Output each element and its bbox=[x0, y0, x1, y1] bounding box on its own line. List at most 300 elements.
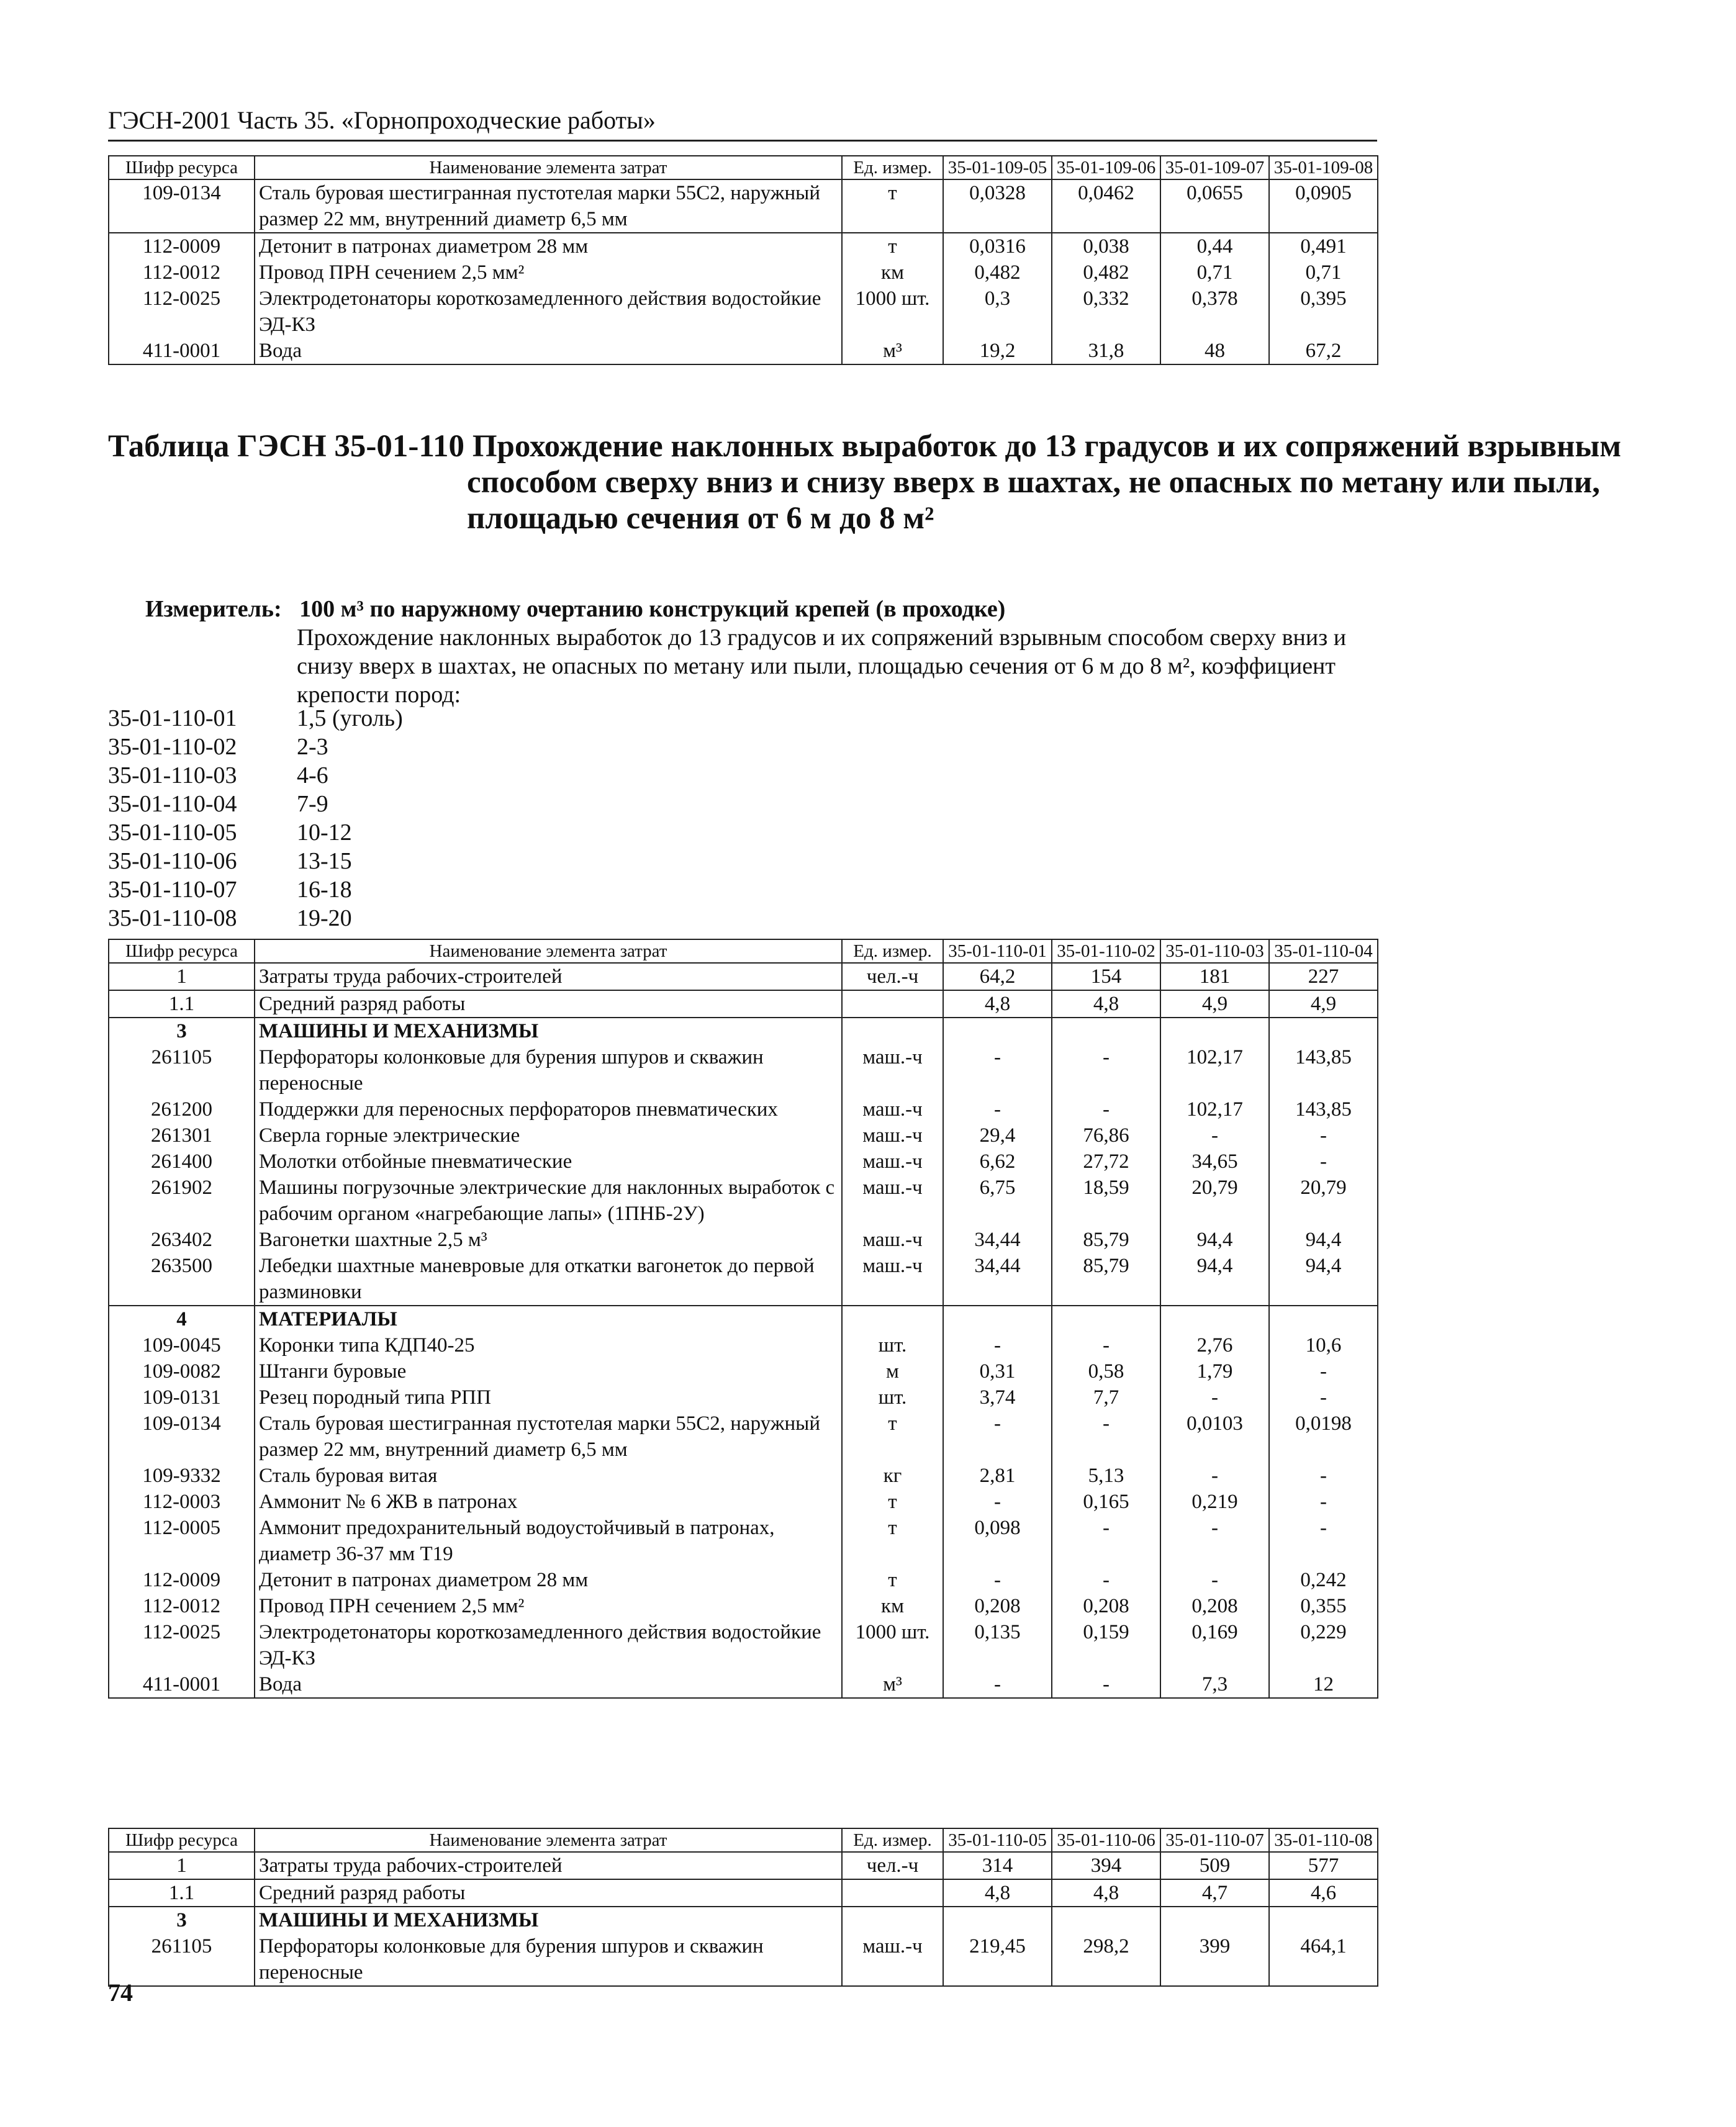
col-header-name: Наименование элемента затрат bbox=[255, 156, 842, 179]
resource-value bbox=[943, 1907, 1052, 1933]
norm-code: 35-01-110-07 bbox=[108, 877, 237, 903]
resource-code: 261105 bbox=[109, 1044, 255, 1096]
rock-hardness: 10-12 bbox=[297, 820, 352, 846]
resource-value: 4,8 bbox=[1052, 990, 1160, 1018]
resource-value: 0,71 bbox=[1269, 260, 1378, 286]
col-header-unit: Ед. измер. bbox=[842, 156, 943, 179]
resource-table-110-01-04 bbox=[108, 939, 1378, 1699]
resource-value: 0,242 bbox=[1269, 1567, 1378, 1593]
resource-value: 0,0103 bbox=[1160, 1411, 1269, 1463]
resource-unit: км bbox=[842, 260, 943, 286]
resource-value: - bbox=[1160, 1384, 1269, 1411]
col-header-code: Шифр ресурса bbox=[109, 1828, 255, 1852]
resource-code: 1 bbox=[109, 1852, 255, 1879]
code-list bbox=[108, 704, 729, 933]
resource-value: 394 bbox=[1052, 1852, 1160, 1879]
resource-unit: шт. bbox=[842, 1384, 943, 1411]
resource-code: 109-9332 bbox=[109, 1463, 255, 1489]
resource-code: 112-0009 bbox=[109, 233, 255, 260]
resource-unit: 1000 шт. bbox=[842, 286, 943, 338]
resource-value: 298,2 bbox=[1052, 1933, 1160, 1986]
resource-value: - bbox=[1269, 1489, 1378, 1515]
resource-value: - bbox=[943, 1411, 1052, 1463]
table-row bbox=[109, 1567, 1378, 1593]
table-row bbox=[109, 1332, 1378, 1358]
resource-value: 227 bbox=[1269, 963, 1378, 990]
table-row bbox=[109, 1149, 1378, 1175]
resource-value: 64,2 bbox=[943, 963, 1052, 990]
resource-value: 7,3 bbox=[1160, 1671, 1269, 1698]
resource-value: 0,159 bbox=[1052, 1619, 1160, 1671]
resource-name: Поддержки для переносных перфораторов пневматических bbox=[255, 1096, 842, 1122]
resource-value: 5,13 bbox=[1052, 1463, 1160, 1489]
resource-value: 0,219 bbox=[1160, 1489, 1269, 1515]
table-row bbox=[109, 1593, 1378, 1619]
page-header: ГЭСН-2001 Часть 35. «Горнопроходческие работы» bbox=[108, 106, 1377, 142]
resource-value: 509 bbox=[1160, 1852, 1269, 1879]
resource-unit bbox=[842, 1018, 943, 1044]
col-header-norm: 35-01-110-02 bbox=[1052, 939, 1160, 963]
resource-table-110-05-08 bbox=[108, 1828, 1378, 1987]
rock-hardness: 7-9 bbox=[297, 791, 328, 817]
resource-unit: т bbox=[842, 179, 943, 233]
col-header-norm: 35-01-110-05 bbox=[943, 1828, 1052, 1852]
resource-value: 6,75 bbox=[943, 1175, 1052, 1227]
resource-unit: км bbox=[842, 1593, 943, 1619]
resource-value: 0,482 bbox=[1052, 260, 1160, 286]
resource-value: 0,3 bbox=[943, 286, 1052, 338]
table-header-row bbox=[109, 156, 1378, 179]
resource-value: 85,79 bbox=[1052, 1253, 1160, 1306]
resource-value: - bbox=[1052, 1096, 1160, 1122]
resource-value: - bbox=[943, 1044, 1052, 1096]
resource-unit: т bbox=[842, 1489, 943, 1515]
resource-name: Сталь буровая шестигранная пустотелая марки 55С2, наружный размер 22 мм, внутренний диаметр 6,5 мм bbox=[255, 1411, 842, 1463]
resource-value bbox=[1269, 1018, 1378, 1044]
resource-code: 263402 bbox=[109, 1227, 255, 1253]
resource-value bbox=[1160, 1306, 1269, 1332]
resource-value: - bbox=[1160, 1463, 1269, 1489]
resource-value: - bbox=[1269, 1384, 1378, 1411]
resource-value: 4,6 bbox=[1269, 1879, 1378, 1907]
resource-code: 1 bbox=[109, 963, 255, 990]
resource-value: 0,332 bbox=[1052, 286, 1160, 338]
norm-code: 35-01-110-06 bbox=[108, 848, 237, 874]
table-row bbox=[109, 1411, 1378, 1463]
resource-value: 20,79 bbox=[1160, 1175, 1269, 1227]
resource-code: 3 bbox=[109, 1907, 255, 1933]
resource-code: 411-0001 bbox=[109, 1671, 255, 1698]
resource-unit bbox=[842, 990, 943, 1018]
resource-name: МАШИНЫ И МЕХАНИЗМЫ bbox=[255, 1907, 842, 1933]
resource-code: 112-0005 bbox=[109, 1515, 255, 1567]
resource-value: 0,0328 bbox=[943, 179, 1052, 233]
resource-value: 0,0198 bbox=[1269, 1411, 1378, 1463]
resource-value: 577 bbox=[1269, 1852, 1378, 1879]
resource-value bbox=[1160, 1907, 1269, 1933]
resource-value: - bbox=[1052, 1411, 1160, 1463]
resource-code: 261400 bbox=[109, 1149, 255, 1175]
table-row bbox=[109, 1227, 1378, 1253]
rock-hardness: 4-6 bbox=[297, 762, 328, 788]
table-row bbox=[109, 1933, 1378, 1986]
code-row bbox=[108, 818, 729, 847]
rock-hardness: 13-15 bbox=[297, 848, 352, 874]
resource-value: 0,208 bbox=[1052, 1593, 1160, 1619]
resource-value: 0,0462 bbox=[1052, 179, 1160, 233]
resource-name: Сталь буровая шестигранная пустотелая марки 55С2, наружный размер 22 мм, внутренний диаметр 6,5 мм bbox=[255, 179, 842, 233]
resource-value: 0,44 bbox=[1160, 233, 1269, 260]
resource-unit: т bbox=[842, 233, 943, 260]
resource-code: 109-0134 bbox=[109, 179, 255, 233]
resource-value: 18,59 bbox=[1052, 1175, 1160, 1227]
resource-value: 48 bbox=[1160, 338, 1269, 364]
col-header-norm: 35-01-110-01 bbox=[943, 939, 1052, 963]
table-row bbox=[109, 1358, 1378, 1384]
resource-value: 0,482 bbox=[943, 260, 1052, 286]
resource-code: 261301 bbox=[109, 1122, 255, 1149]
resource-unit: маш.-ч bbox=[842, 1933, 943, 1986]
resource-value: 0,491 bbox=[1269, 233, 1378, 260]
resource-unit: маш.-ч bbox=[842, 1227, 943, 1253]
resource-name: Вода bbox=[255, 1671, 842, 1698]
resource-value: 1,79 bbox=[1160, 1358, 1269, 1384]
resource-code: 109-0134 bbox=[109, 1411, 255, 1463]
resource-name: Перфораторы колонковые для бурения шпуров и скважин переносные bbox=[255, 1933, 842, 1986]
resource-value: 314 bbox=[943, 1852, 1052, 1879]
resource-value: - bbox=[1269, 1358, 1378, 1384]
resource-value: 67,2 bbox=[1269, 338, 1378, 364]
resource-value: - bbox=[1160, 1122, 1269, 1149]
code-row bbox=[108, 704, 729, 733]
resource-value: 4,9 bbox=[1160, 990, 1269, 1018]
resource-value: - bbox=[943, 1489, 1052, 1515]
table-row bbox=[109, 1671, 1378, 1698]
resource-value: 3,74 bbox=[943, 1384, 1052, 1411]
resource-value: 143,85 bbox=[1269, 1044, 1378, 1096]
resource-value: 0,71 bbox=[1160, 260, 1269, 286]
resource-name: Перфораторы колонковые для бурения шпуров и скважин переносные bbox=[255, 1044, 842, 1096]
resource-value bbox=[943, 1018, 1052, 1044]
table-title-text: Прохождение наклонных выработок до 13 градусов и их сопряжений взрывным способом сверху вниз и снизу вверх в шахтах, не опасных по метану или пыли, площадью сечения от 6 м до 8 м² bbox=[467, 429, 1622, 536]
resource-value: 0,229 bbox=[1269, 1619, 1378, 1671]
col-header-unit: Ед. измер. bbox=[842, 1828, 943, 1852]
resource-value: 0,378 bbox=[1160, 286, 1269, 338]
resource-value: 34,44 bbox=[943, 1227, 1052, 1253]
resource-code: 1.1 bbox=[109, 1879, 255, 1907]
resource-value: - bbox=[943, 1096, 1052, 1122]
resource-name: МАШИНЫ И МЕХАНИЗМЫ bbox=[255, 1018, 842, 1044]
resource-code: 109-0082 bbox=[109, 1358, 255, 1384]
resource-value: - bbox=[1160, 1515, 1269, 1567]
col-header-name: Наименование элемента затрат bbox=[255, 939, 842, 963]
resource-code: 109-0045 bbox=[109, 1332, 255, 1358]
resource-value: 0,355 bbox=[1269, 1593, 1378, 1619]
resource-code: 112-0025 bbox=[109, 286, 255, 338]
code-row bbox=[108, 847, 729, 875]
resource-name: Машины погрузочные электрические для наклонных выработок с рабочим органом «нагребающие лапы» (1ПНБ-2У) bbox=[255, 1175, 842, 1227]
resource-name: Средний разряд работы bbox=[255, 1879, 842, 1907]
resource-code: 261200 bbox=[109, 1096, 255, 1122]
resource-code: 4 bbox=[109, 1306, 255, 1332]
resource-unit: т bbox=[842, 1411, 943, 1463]
resource-code: 112-0009 bbox=[109, 1567, 255, 1593]
resource-code: 112-0012 bbox=[109, 260, 255, 286]
resource-value: 94,4 bbox=[1269, 1253, 1378, 1306]
resource-value: 102,17 bbox=[1160, 1096, 1269, 1122]
resource-value: 6,62 bbox=[943, 1149, 1052, 1175]
resource-unit bbox=[842, 1907, 943, 1933]
resource-value: 0,165 bbox=[1052, 1489, 1160, 1515]
resource-name: Затраты труда рабочих-строителей bbox=[255, 963, 842, 990]
resource-code: 411-0001 bbox=[109, 338, 255, 364]
resource-name: Коронки типа КДП40-25 bbox=[255, 1332, 842, 1358]
rock-hardness: 2-3 bbox=[297, 734, 328, 760]
table-row bbox=[109, 963, 1378, 990]
table-row bbox=[109, 1384, 1378, 1411]
resource-unit: м³ bbox=[842, 338, 943, 364]
resource-name: Лебедки шахтные маневровые для откатки вагонеток до первой разминовки bbox=[255, 1253, 842, 1306]
resource-name: Провод ПРН сечением 2,5 мм² bbox=[255, 1593, 842, 1619]
page-number: 74 bbox=[108, 1979, 133, 2007]
table-header-row bbox=[109, 1828, 1378, 1852]
col-header-norm: 35-01-110-03 bbox=[1160, 939, 1269, 963]
resource-unit bbox=[842, 1306, 943, 1332]
resource-value: 34,65 bbox=[1160, 1149, 1269, 1175]
resource-value: 4,7 bbox=[1160, 1879, 1269, 1907]
resource-unit: маш.-ч bbox=[842, 1044, 943, 1096]
table-row bbox=[109, 260, 1378, 286]
resource-name: Штанги буровые bbox=[255, 1358, 842, 1384]
resource-value: - bbox=[943, 1567, 1052, 1593]
resource-value: 19,2 bbox=[943, 338, 1052, 364]
resource-value: 94,4 bbox=[1160, 1227, 1269, 1253]
resource-value: 399 bbox=[1160, 1933, 1269, 1986]
resource-value: 181 bbox=[1160, 963, 1269, 990]
table-row bbox=[109, 1907, 1378, 1933]
table-row bbox=[109, 286, 1378, 338]
table-row bbox=[109, 338, 1378, 364]
resource-value bbox=[943, 1306, 1052, 1332]
resource-unit: шт. bbox=[842, 1332, 943, 1358]
resource-code: 261105 bbox=[109, 1933, 255, 1986]
resource-value: 20,79 bbox=[1269, 1175, 1378, 1227]
table-row bbox=[109, 1619, 1378, 1671]
resource-name: Аммонит предохранительный водоустойчивый в патронах, диаметр 36-37 мм Т19 bbox=[255, 1515, 842, 1567]
resource-value: 94,4 bbox=[1160, 1253, 1269, 1306]
resource-value: 0,0905 bbox=[1269, 179, 1378, 233]
measure-line bbox=[145, 595, 1375, 623]
resource-value: 34,44 bbox=[943, 1253, 1052, 1306]
resource-name: Средний разряд работы bbox=[255, 990, 842, 1018]
resource-unit: маш.-ч bbox=[842, 1253, 943, 1306]
resource-value: 219,45 bbox=[943, 1933, 1052, 1986]
resource-value: 0,0655 bbox=[1160, 179, 1269, 233]
col-header-norm: 35-01-109-07 bbox=[1160, 156, 1269, 179]
resource-value: 4,8 bbox=[943, 1879, 1052, 1907]
code-row bbox=[108, 761, 729, 790]
description: Прохождение наклонных выработок до 13 градусов и их сопряжений взрывным способом сверху вниз и снизу вверх в шахтах, не опасных по метану или пыли, площадью сечения от 6 м до 8 м², коэффициент крепости пород: bbox=[297, 625, 1347, 708]
resource-value: - bbox=[1052, 1044, 1160, 1096]
resource-unit: маш.-ч bbox=[842, 1096, 943, 1122]
table-row bbox=[109, 1175, 1378, 1227]
resource-table-109 bbox=[108, 155, 1378, 365]
table-row bbox=[109, 1463, 1378, 1489]
resource-value: 12 bbox=[1269, 1671, 1378, 1698]
resource-value: - bbox=[1052, 1332, 1160, 1358]
norm-code: 35-01-110-05 bbox=[108, 820, 237, 846]
resource-value: 154 bbox=[1052, 963, 1160, 990]
resource-value: 0,135 bbox=[943, 1619, 1052, 1671]
resource-name: Аммонит № 6 ЖВ в патронах bbox=[255, 1489, 842, 1515]
col-header-unit: Ед. измер. bbox=[842, 939, 943, 963]
code-row bbox=[108, 733, 729, 761]
table-row bbox=[109, 1306, 1378, 1332]
resource-unit bbox=[842, 1879, 943, 1907]
resource-unit: 1000 шт. bbox=[842, 1619, 943, 1671]
resource-name: Вагонетки шахтные 2,5 м³ bbox=[255, 1227, 842, 1253]
resource-code: 109-0131 bbox=[109, 1384, 255, 1411]
resource-unit: маш.-ч bbox=[842, 1149, 943, 1175]
resource-name: Затраты труда рабочих-строителей bbox=[255, 1852, 842, 1879]
rock-hardness: 16-18 bbox=[297, 877, 352, 903]
table-row bbox=[109, 1122, 1378, 1149]
resource-name: Вода bbox=[255, 338, 842, 364]
resource-value: 143,85 bbox=[1269, 1096, 1378, 1122]
code-row bbox=[108, 790, 729, 818]
resource-name: Электродетонаторы короткозамедленного действия водостойкие ЭД-КЗ bbox=[255, 286, 842, 338]
resource-name: Детонит в патронах диаметром 28 мм bbox=[255, 1567, 842, 1593]
table-row bbox=[109, 1879, 1378, 1907]
resource-value bbox=[1269, 1306, 1378, 1332]
resource-value: 0,169 bbox=[1160, 1619, 1269, 1671]
col-header-code: Шифр ресурса bbox=[109, 156, 255, 179]
resource-value bbox=[1052, 1907, 1160, 1933]
table-title-prefix: Таблица ГЭСН 35-01-110 bbox=[108, 429, 465, 464]
resource-value: - bbox=[1269, 1149, 1378, 1175]
resource-unit: т bbox=[842, 1567, 943, 1593]
resource-value: 0,208 bbox=[943, 1593, 1052, 1619]
resource-value: 0,0316 bbox=[943, 233, 1052, 260]
norm-code: 35-01-110-04 bbox=[108, 791, 237, 817]
resource-code: 112-0003 bbox=[109, 1489, 255, 1515]
col-header-norm: 35-01-109-06 bbox=[1052, 156, 1160, 179]
col-header-norm: 35-01-110-04 bbox=[1269, 939, 1378, 963]
table-row bbox=[109, 1096, 1378, 1122]
resource-unit: чел.-ч bbox=[842, 1852, 943, 1879]
resource-name: Сверла горные электрические bbox=[255, 1122, 842, 1149]
resource-value: 0,58 bbox=[1052, 1358, 1160, 1384]
rock-hardness: 1,5 (уголь) bbox=[297, 705, 403, 731]
resource-value: - bbox=[1160, 1567, 1269, 1593]
rock-hardness: 19-20 bbox=[297, 905, 352, 931]
resource-name: Сталь буровая витая bbox=[255, 1463, 842, 1489]
resource-value bbox=[1052, 1306, 1160, 1332]
resource-unit: маш.-ч bbox=[842, 1122, 943, 1149]
resource-name: Электродетонаторы короткозамедленного действия водостойкие ЭД-КЗ bbox=[255, 1619, 842, 1671]
resource-value: 85,79 bbox=[1052, 1227, 1160, 1253]
resource-value: 94,4 bbox=[1269, 1227, 1378, 1253]
col-header-norm: 35-01-110-06 bbox=[1052, 1828, 1160, 1852]
resource-unit: т bbox=[842, 1515, 943, 1567]
table-row bbox=[109, 990, 1378, 1018]
table-row bbox=[109, 1515, 1378, 1567]
resource-unit: м bbox=[842, 1358, 943, 1384]
resource-value: - bbox=[1052, 1671, 1160, 1698]
resource-value: 10,6 bbox=[1269, 1332, 1378, 1358]
table-row bbox=[109, 233, 1378, 260]
norm-code: 35-01-110-08 bbox=[108, 905, 237, 931]
resource-value: 76,86 bbox=[1052, 1122, 1160, 1149]
col-header-code: Шифр ресурса bbox=[109, 939, 255, 963]
resource-value: 4,8 bbox=[1052, 1879, 1160, 1907]
norm-code: 35-01-110-03 bbox=[108, 762, 237, 788]
resource-unit: чел.-ч bbox=[842, 963, 943, 990]
resource-value: 464,1 bbox=[1269, 1933, 1378, 1986]
resource-value: 0,038 bbox=[1052, 233, 1160, 260]
table-header-row bbox=[109, 939, 1378, 963]
resource-name: Провод ПРН сечением 2,5 мм² bbox=[255, 260, 842, 286]
table-row bbox=[109, 1253, 1378, 1306]
resource-code: 261902 bbox=[109, 1175, 255, 1227]
resource-value: 4,8 bbox=[943, 990, 1052, 1018]
table-row bbox=[109, 1044, 1378, 1096]
table-row bbox=[109, 1852, 1378, 1879]
resource-value: 27,72 bbox=[1052, 1149, 1160, 1175]
table-row bbox=[109, 1018, 1378, 1044]
resource-name: Детонит в патронах диаметром 28 мм bbox=[255, 233, 842, 260]
resource-unit: маш.-ч bbox=[842, 1175, 943, 1227]
resource-value: - bbox=[943, 1671, 1052, 1698]
resource-code: 3 bbox=[109, 1018, 255, 1044]
resource-value: 0,31 bbox=[943, 1358, 1052, 1384]
code-row bbox=[108, 904, 729, 933]
col-header-norm: 35-01-109-05 bbox=[943, 156, 1052, 179]
resource-value: 2,81 bbox=[943, 1463, 1052, 1489]
table-row bbox=[109, 179, 1378, 233]
resource-unit: кг bbox=[842, 1463, 943, 1489]
col-header-norm: 35-01-110-08 bbox=[1269, 1828, 1378, 1852]
measure-value: 100 м³ по наружному очертанию конструкций крепей (в проходке) bbox=[299, 596, 1006, 622]
resource-code: 1.1 bbox=[109, 990, 255, 1018]
col-header-name: Наименование элемента затрат bbox=[255, 1828, 842, 1852]
resource-value: 29,4 bbox=[943, 1122, 1052, 1149]
table-row bbox=[109, 1489, 1378, 1515]
resource-value bbox=[1052, 1018, 1160, 1044]
resource-value: 4,9 bbox=[1269, 990, 1378, 1018]
resource-value: 0,395 bbox=[1269, 286, 1378, 338]
code-row bbox=[108, 875, 729, 904]
resource-value: - bbox=[1269, 1515, 1378, 1567]
resource-code: 112-0012 bbox=[109, 1593, 255, 1619]
table-title bbox=[108, 428, 1736, 536]
resource-value: - bbox=[1052, 1567, 1160, 1593]
resource-value: - bbox=[1052, 1515, 1160, 1567]
measure-label: Измеритель: bbox=[145, 596, 282, 622]
col-header-norm: 35-01-110-07 bbox=[1160, 1828, 1269, 1852]
resource-value bbox=[1269, 1907, 1378, 1933]
resource-name: Резец породный типа РПП bbox=[255, 1384, 842, 1411]
resource-value: 2,76 bbox=[1160, 1332, 1269, 1358]
resource-code: 112-0025 bbox=[109, 1619, 255, 1671]
resource-value: - bbox=[943, 1332, 1052, 1358]
resource-name: Молотки отбойные пневматические bbox=[255, 1149, 842, 1175]
resource-value bbox=[1160, 1018, 1269, 1044]
resource-value: - bbox=[1269, 1463, 1378, 1489]
resource-value: 102,17 bbox=[1160, 1044, 1269, 1096]
col-header-norm: 35-01-109-08 bbox=[1269, 156, 1378, 179]
resource-value: 0,208 bbox=[1160, 1593, 1269, 1619]
